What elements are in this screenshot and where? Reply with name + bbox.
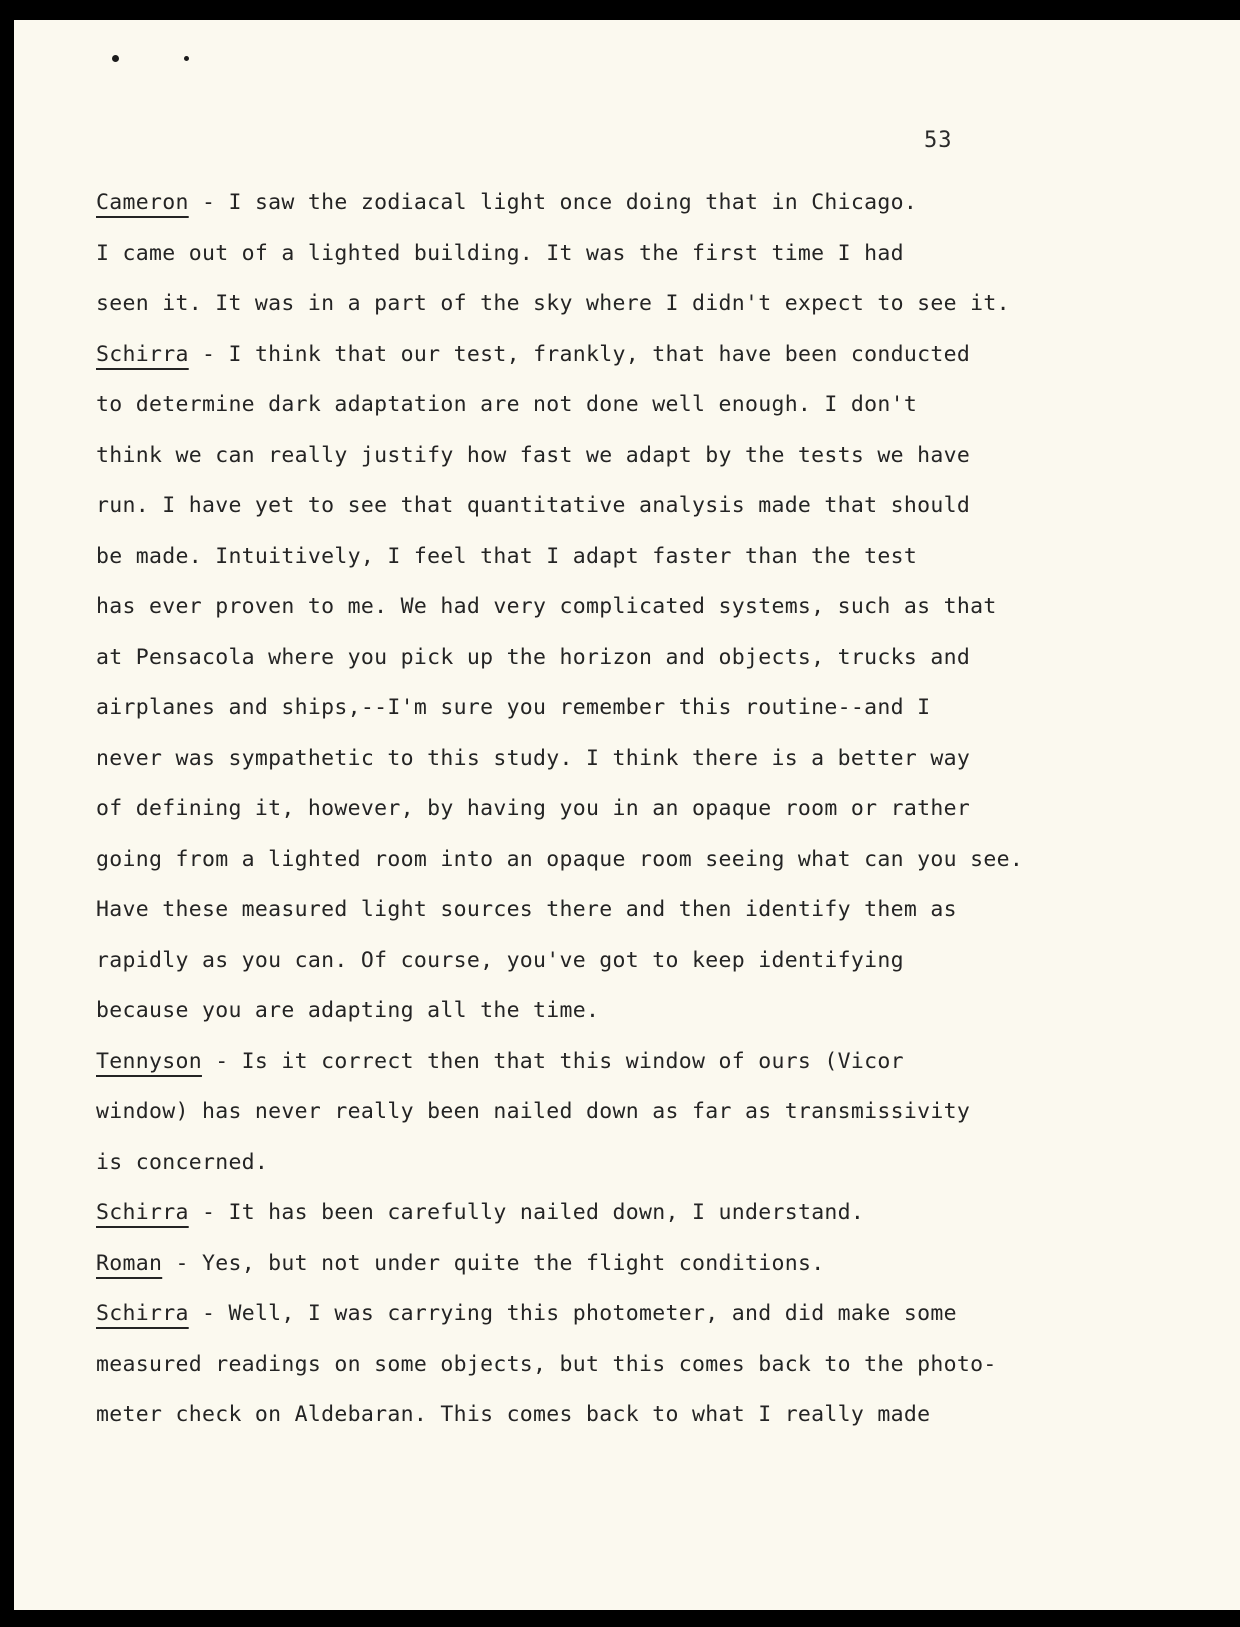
speaker-name: Cameron — [96, 190, 189, 215]
text-line — [96, 178, 1226, 229]
punch-mark — [112, 55, 119, 62]
text-line — [96, 330, 1226, 381]
line-text: has ever proven to me. We had very complicated systems, such as that — [96, 594, 997, 619]
text-line — [96, 481, 1226, 532]
line-text: at Pensacola where you pick up the horizon and objects, trucks and — [96, 644, 971, 670]
text-line — [96, 1340, 1226, 1391]
line-text: - I saw the zodiacal light once doing that in Chicago. — [188, 190, 918, 215]
text-line — [96, 683, 1226, 734]
text-line — [96, 380, 1226, 431]
text-line — [96, 279, 1226, 330]
line-text: measured readings on some objects, but this comes back to the photo- — [96, 1351, 997, 1377]
line-text: meter check on Aldebaran. This comes back to what I really made — [96, 1402, 931, 1427]
line-text: of defining it, however, by having you in an opaque room or rather — [96, 796, 971, 821]
line-text: think we can really justify how fast we adapt by the tests we have — [96, 442, 971, 468]
speaker-name: Schirra — [96, 1200, 189, 1225]
document-page — [14, 20, 1240, 1610]
speaker-name: Roman — [96, 1250, 163, 1276]
speaker-name: Schirra — [96, 341, 189, 367]
line-text: is concerned. — [96, 1149, 269, 1175]
text-line — [96, 1037, 1226, 1088]
line-text: - Yes, but not under quite the flight conditions. — [162, 1250, 825, 1276]
line-text: I came out of a lighted building. It was the first time I had — [96, 240, 904, 266]
text-line — [96, 784, 1226, 835]
punch-mark — [184, 56, 189, 61]
text-line — [96, 229, 1226, 280]
speaker-name: Tennyson — [96, 1048, 202, 1074]
line-text: seen it. It was in a part of the sky where I didn't expect to see it. — [96, 291, 1010, 316]
speaker-name: Schirra — [96, 1301, 189, 1326]
line-text: rapidly as you can. Of course, you've got to keep identifying — [96, 947, 904, 973]
line-text: Have these measured light sources there and then identify them as — [96, 897, 957, 922]
line-text: never was sympathetic to this study. I think there is a better way — [96, 745, 971, 771]
text-line — [96, 835, 1226, 886]
line-text: - I think that our test, frankly, that have been conducted — [188, 341, 971, 367]
line-text: because you are adapting all the time. — [96, 998, 600, 1023]
text-line — [96, 986, 1226, 1037]
line-text: - Well, I was carrying this photometer, and did make some — [188, 1301, 957, 1326]
line-text: going from a lighted room into an opaque room seeing what can you see. — [96, 846, 1024, 872]
line-text: - It has been carefully nailed down, I understand. — [188, 1200, 865, 1225]
text-line — [96, 1188, 1226, 1239]
line-text: - Is it correct then that this window of ours (Vicor — [201, 1048, 904, 1074]
text-line — [96, 1138, 1226, 1189]
line-text: to determine dark adaptation are not done well enough. I don't — [96, 392, 918, 417]
text-line — [96, 633, 1226, 684]
text-line — [96, 582, 1226, 633]
line-text: window) has never really been nailed down as far as transmissivity — [96, 1099, 971, 1124]
line-text: run. I have yet to see that quantitative analysis made that should — [96, 493, 971, 518]
text-line — [96, 532, 1226, 583]
line-text: airplanes and ships,--I'm sure you remember this routine--and I — [96, 695, 931, 720]
text-line — [96, 885, 1226, 936]
text-line — [96, 734, 1226, 785]
text-line — [96, 1239, 1226, 1290]
text-line — [96, 1390, 1226, 1441]
text-line — [96, 1087, 1226, 1138]
text-line — [96, 936, 1226, 987]
line-text: be made. Intuitively, I feel that I adapt faster than the test — [96, 543, 918, 569]
text-line — [96, 1289, 1226, 1340]
text-line — [96, 431, 1226, 482]
transcript-body — [96, 178, 1226, 1441]
page-number: 53 — [924, 128, 953, 153]
